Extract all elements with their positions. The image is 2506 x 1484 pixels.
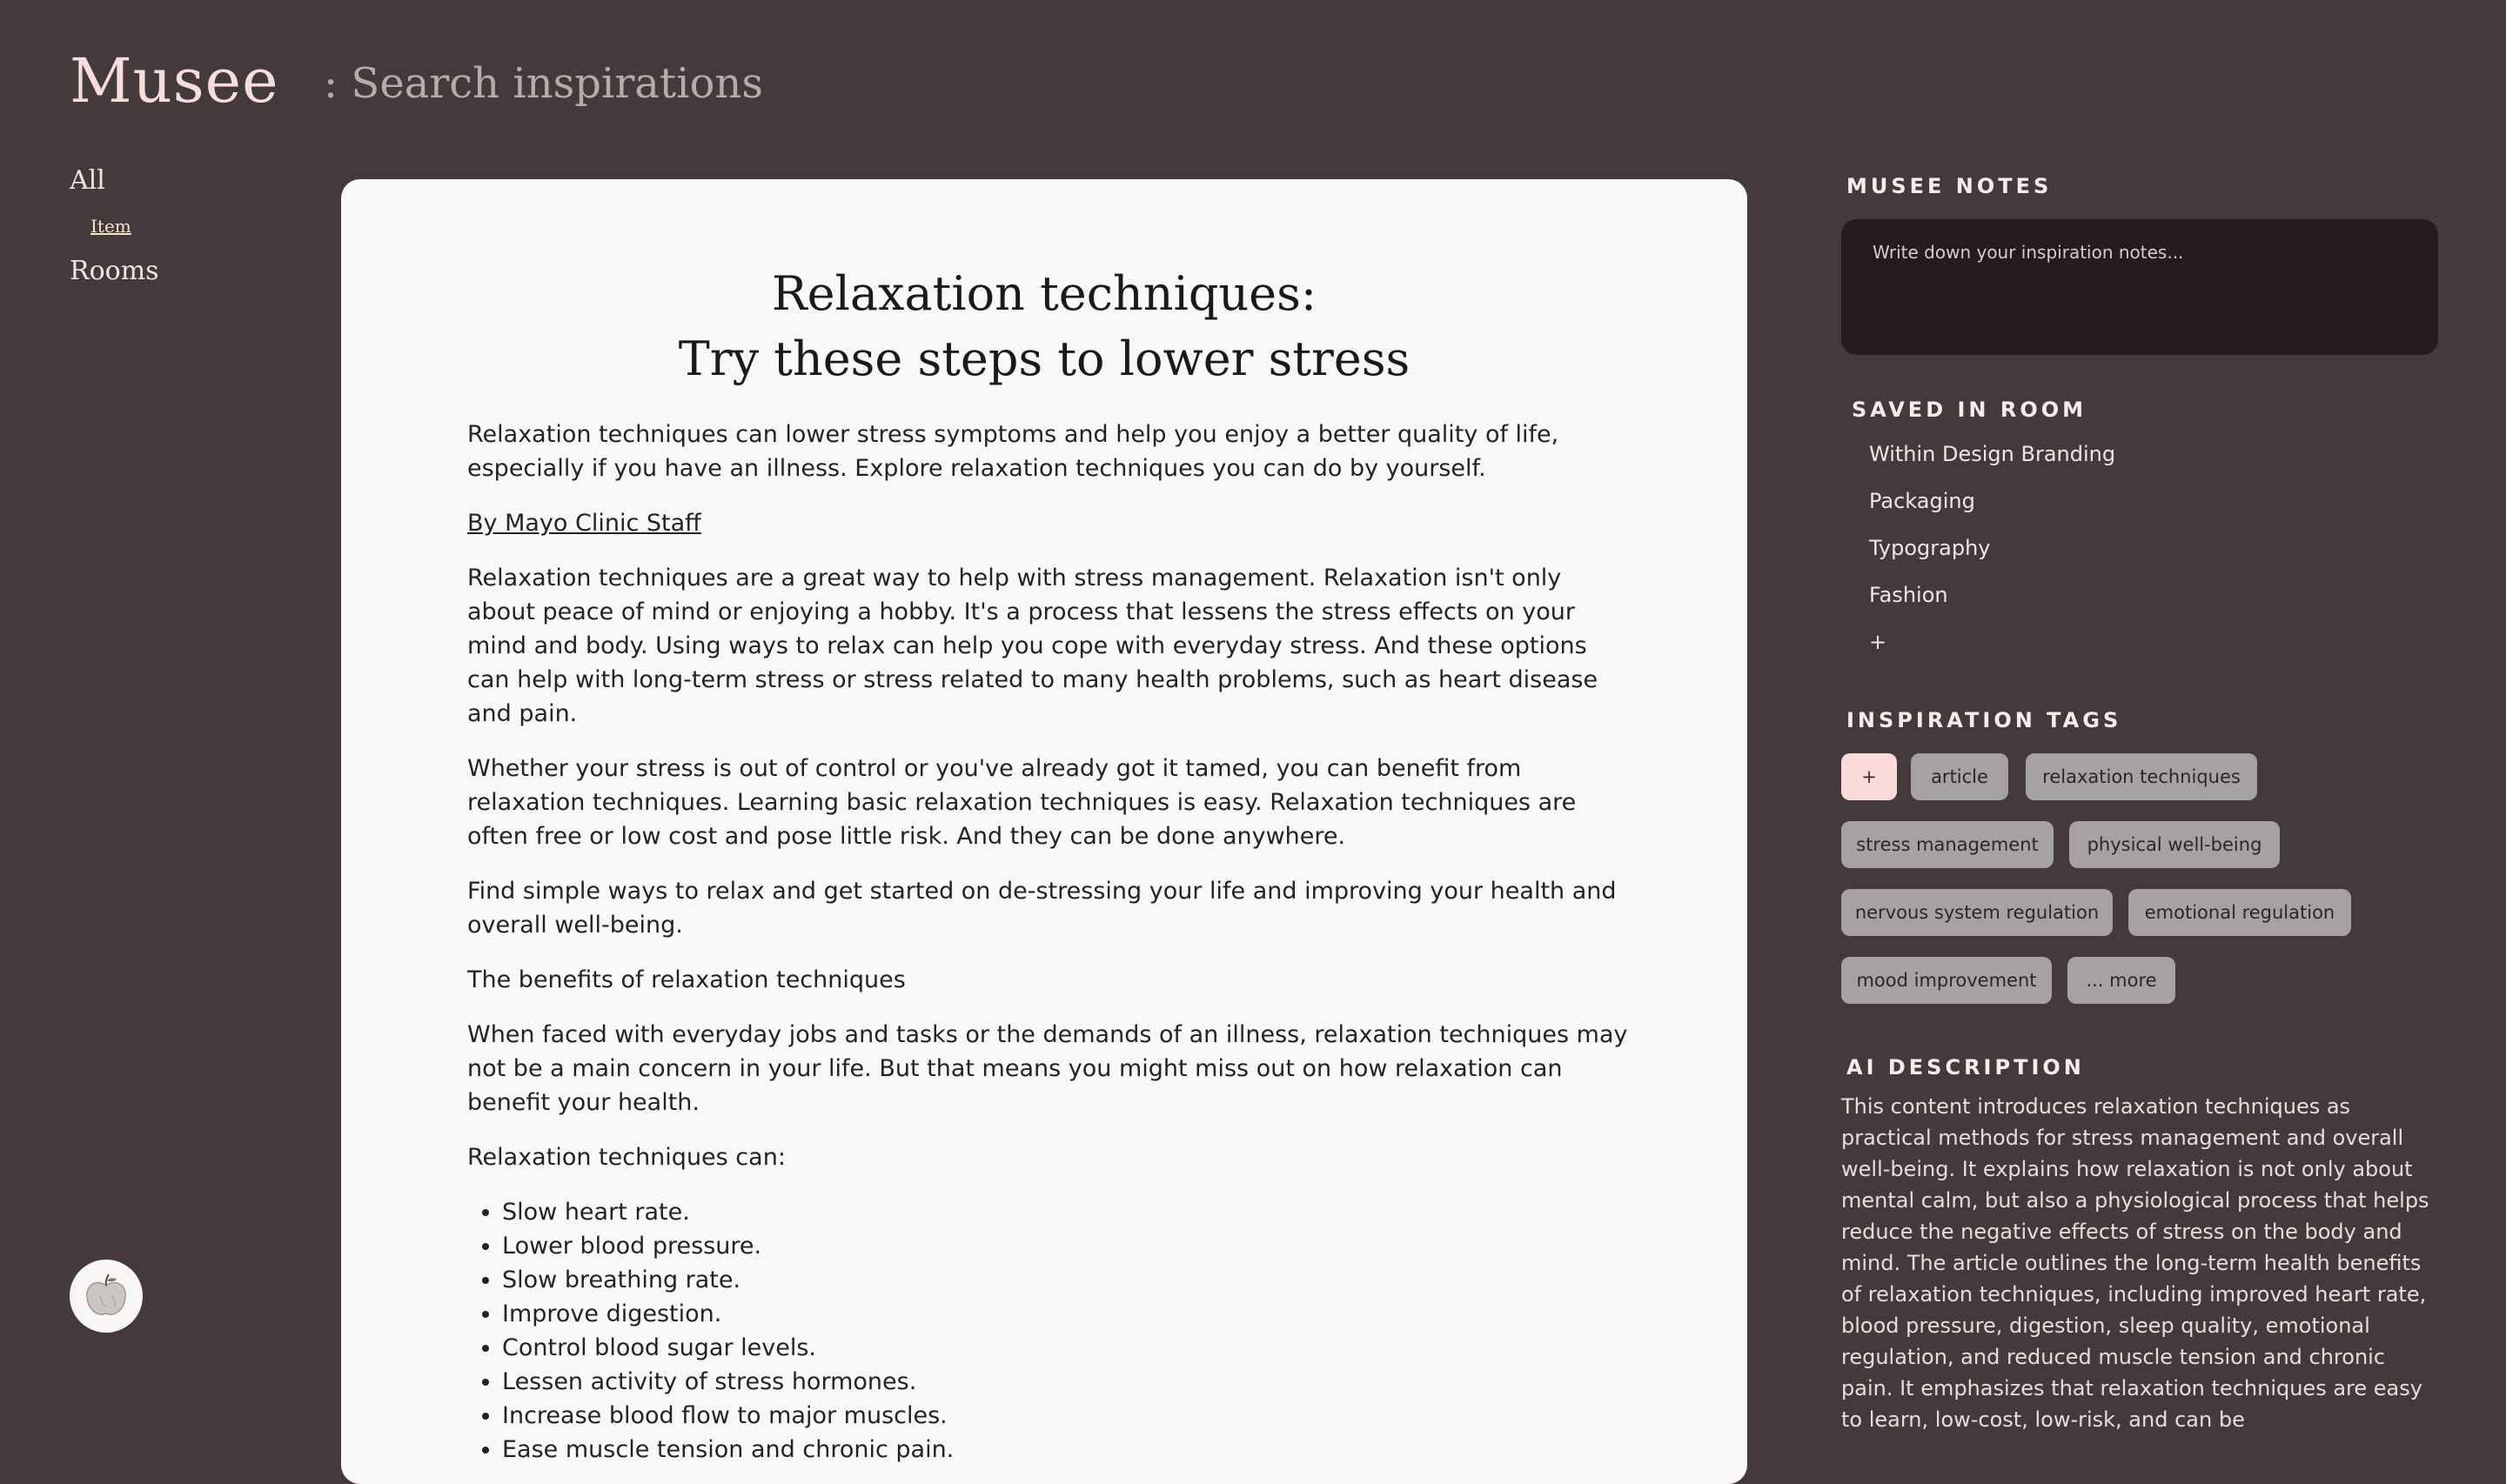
- search-input[interactable]: [324, 56, 933, 111]
- article-byline-link[interactable]: By Mayo Clinic Staff: [467, 510, 701, 537]
- room-item[interactable]: Within Design Branding: [1869, 442, 2116, 466]
- apple-icon: [80, 1270, 132, 1322]
- list-item: • Improve digestion.: [502, 1297, 1633, 1331]
- tags-heading: INSPIRATION TAGS: [1846, 708, 2122, 732]
- notes-input[interactable]: [1841, 219, 2438, 355]
- tag-chip[interactable]: mood improvement: [1841, 957, 2052, 1004]
- list-item: • Lessen activity of stress hormones.: [502, 1365, 1633, 1399]
- room-item[interactable]: Fashion: [1869, 583, 1948, 607]
- notes-heading: MUSEE NOTES: [1846, 174, 2053, 198]
- article-title-line1: Relaxation techniques:: [771, 266, 1317, 321]
- list-item: • Lower blood pressure.: [502, 1229, 1633, 1263]
- article-title-line2: Try these steps to lower stress: [678, 331, 1410, 386]
- nav-all[interactable]: All: [70, 165, 105, 196]
- article-body: [467, 418, 1633, 1467]
- article-card: [341, 179, 1747, 1484]
- add-room-button[interactable]: +: [1869, 630, 1887, 654]
- list-item: • Slow breathing rate.: [502, 1263, 1633, 1297]
- article-intro: Relaxation techniques can lower stress symptoms and help you enjoy a better quality of life, especially if you have an illness. Explore relaxation techniques you can do by yourself.: [467, 421, 1559, 482]
- tag-chip[interactable]: relaxation techniques: [2026, 753, 2257, 800]
- article-title: [341, 261, 1747, 391]
- article-list-intro: Relaxation techniques can:: [467, 1144, 786, 1171]
- rooms-heading: SAVED IN ROOM: [1852, 398, 2087, 422]
- avatar[interactable]: [70, 1260, 143, 1333]
- tag-chip[interactable]: article: [1911, 753, 2008, 800]
- more-tags-button[interactable]: ... more: [2067, 957, 2175, 1004]
- room-item[interactable]: Typography: [1869, 536, 1991, 560]
- article-subheading: The benefits of relaxation techniques: [467, 966, 906, 993]
- article-paragraph: When faced with everyday jobs and tasks or the demands of an illness, relaxation techniques may not be a main concern in your life. But that means you might miss out on how relaxation can benefit your health.: [467, 1021, 1628, 1116]
- article-paragraph: Find simple ways to relax and get started on de-stressing your life and improving your health and overall well-being.: [467, 878, 1617, 939]
- tag-chip[interactable]: stress management: [1841, 821, 2054, 868]
- app-logo[interactable]: Musee: [70, 45, 279, 117]
- nav-rooms[interactable]: Rooms: [70, 256, 159, 286]
- tag-chip[interactable]: nervous system regulation: [1841, 889, 2113, 936]
- tag-chip[interactable]: physical well-being: [2069, 821, 2280, 868]
- list-item: • Control blood sugar levels.: [502, 1331, 1633, 1365]
- ai-description-heading: AI DESCRIPTION: [1846, 1055, 2085, 1080]
- list-item: • Increase blood flow to major muscles.: [502, 1399, 1633, 1433]
- ai-description: This content introduces relaxation techniques as practical methods for stress management and overall well-being. It explains how relaxation is not only about mental calm, but also a physiological process that helps reduce the negative effects of stress on the body and mind. The article outlines the long-term health benefits of relaxation techniques, including improved heart rate, blood pressure, digestion, sleep quality, emotional regulation, and reduced muscle tension and chronic pain. It emphasizes that relaxation techniques are easy to learn, low-cost, low-risk, and can be: [1841, 1094, 2429, 1432]
- article-paragraph: Relaxation techniques are a great way to help with stress management. Relaxation isn't only about peace of mind or enjoying a hobby. It's a process that lessens the stress effects on your mind and body. Using ways to relax can help you cope with everyday stress. And these options can help with long-term stress or stress related to many health problems, such as heart disease and pain.: [467, 565, 1598, 727]
- list-item: • Ease muscle tension and chronic pain.: [502, 1433, 1633, 1467]
- benefits-list: [467, 1195, 1633, 1467]
- room-item[interactable]: Packaging: [1869, 489, 1975, 513]
- tag-chip[interactable]: emotional regulation: [2128, 889, 2351, 936]
- add-tag-button[interactable]: +: [1841, 753, 1897, 800]
- list-item: • Slow heart rate.: [502, 1195, 1633, 1229]
- article-paragraph: Whether your stress is out of control or you've already got it tamed, you can benefit from relaxation techniques. Learning basic relaxation techniques is easy. Relaxation techniques are often free or low cost and pose little risk. And they can be done anywhere.: [467, 755, 1577, 850]
- nav-item[interactable]: Item: [90, 216, 131, 237]
